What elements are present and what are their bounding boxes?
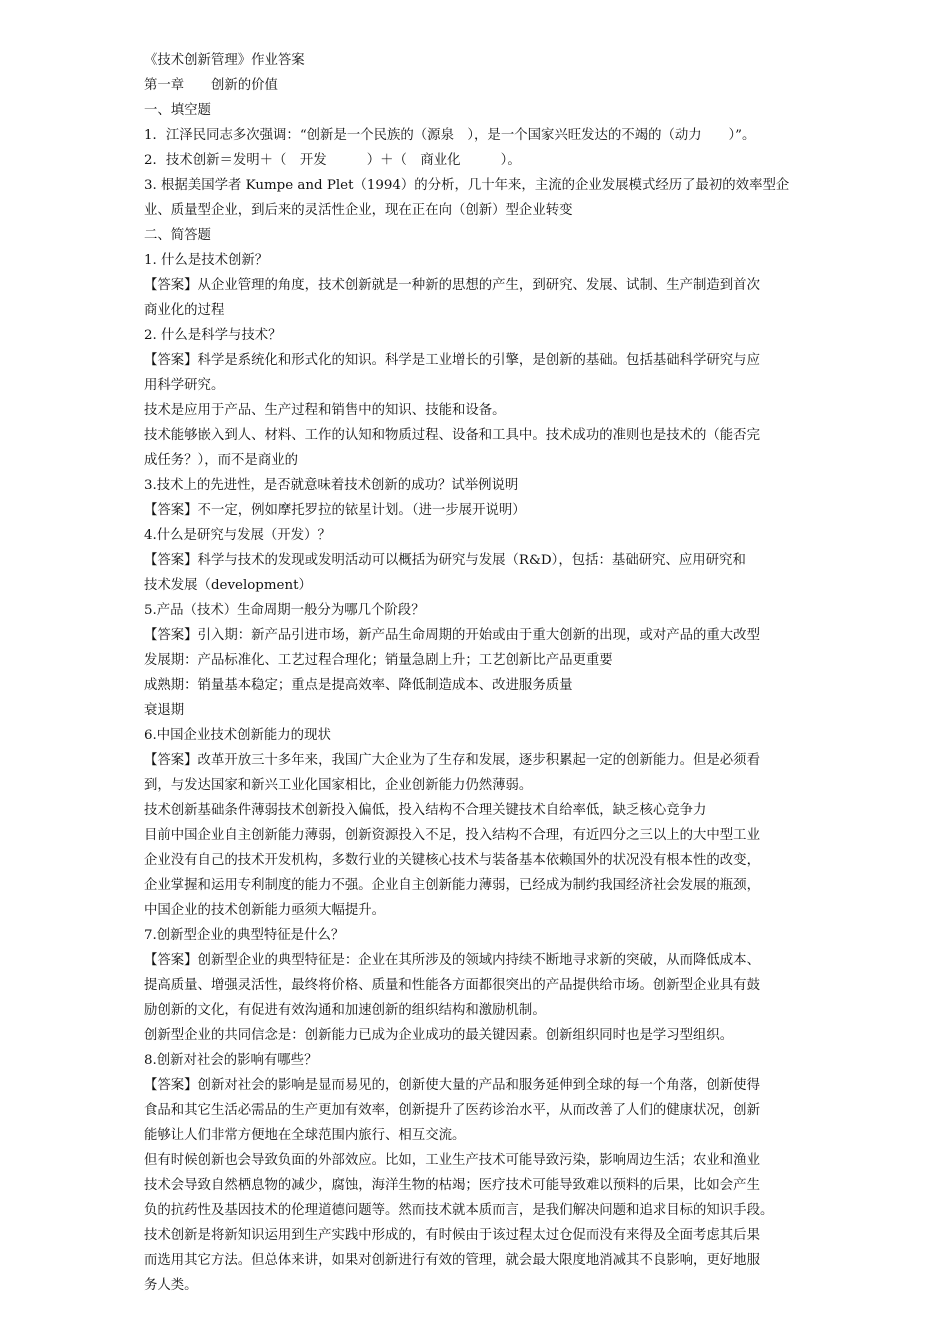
text-line: 而选用其它方法。但总体来讲，如果对创新进行有效的管理，就会最大限度地消减其不良影响，更好地服 — [144, 1253, 760, 1268]
text-line: 1．江泽民同志多次强调：“创新是一个民族的（源泉 ），是一个国家兴旺发达的不竭的（动力 ）”。 — [144, 128, 756, 143]
text-line: 负的抗药性及基因技术的伦理道德问题等。然而技术就本质而言，是我们解决问题和追求目标的知识手段。 — [144, 1203, 774, 1218]
text-line: 【答案】从企业管理的角度，技术创新就是一种新的思想的产生，到研究、发展、试制、生产制造到首次 — [144, 278, 760, 293]
text-line: 食品和其它生活必需品的生产更加有效率，创新提升了医药诊治水平，从而改善了人们的健康状况，创新 — [144, 1103, 760, 1118]
text-line: 企业没有自己的技术开发机构，多数行业的关键核心技术与装备基本依赖国外的状况没有根本性的改变， — [144, 853, 760, 868]
text-line: 技术创新是将新知识运用到生产实践中形成的，有时候由于该过程太过仓促而没有来得及全面考虑其后果 — [144, 1228, 760, 1243]
text-line: 能够让人们非常方便地在全球范围内旅行、相互交流。 — [144, 1128, 466, 1143]
text-line: 二、简答题 — [144, 228, 211, 243]
text-line: 技术会导致自然栖息物的减少，腐蚀，海洋生物的枯竭；医疗技术可能导致难以预料的后果，比如会产生 — [144, 1178, 760, 1193]
text-line: 第一章 创新的价值 — [144, 78, 278, 93]
text-line: 《技术创新管理》作业答案 — [144, 53, 305, 68]
text-line: 8.创新对社会的影响有哪些？ — [144, 1053, 318, 1068]
text-line: 企业掌握和运用专利制度的能力不强。企业自主创新能力薄弱，已经成为制约我国经济社会发展的瓶颈， — [144, 878, 760, 893]
text-line: 3.技术上的先进性，是否就意味着技术创新的成功？试举例说明 — [144, 478, 519, 493]
text-line: 衰退期 — [144, 703, 185, 718]
text-line: 到，与发达国家和新兴工业化国家相比，企业创新能力仍然薄弱。 — [144, 778, 533, 793]
text-line: 一、填空题 — [144, 103, 211, 118]
text-line: 技术是应用于产品、生产过程和销售中的知识、技能和设备。 — [144, 403, 506, 418]
text-line: 2．技术创新＝发明＋（ 开发 ）＋（ 商业化 ）。 — [144, 153, 521, 168]
text-line: 【答案】引入期：新产品引进市场，新产品生命周期的开始或由于重大创新的出现，或对产品的重大改型 — [144, 628, 760, 643]
text-line: 提高质量、增强灵活性，最终将价格、质量和性能各方面都很突出的产品提供给市场。创新型企业具有鼓 — [144, 978, 760, 993]
text-line: 技术创新基础条件薄弱技术创新投入偏低，投入结构不合理关键技术自给率低，缺乏核心竞争力 — [144, 803, 707, 818]
document-body — [144, 48, 824, 1298]
text-line: 1. 什么是技术创新？ — [144, 253, 269, 268]
text-line: 4.什么是研究与发展（开发）？ — [144, 528, 331, 543]
text-line: 用科学研究。 — [144, 378, 225, 393]
text-line: 【答案】不一定，例如摩托罗拉的铱星计划。（进一步展开说明） — [144, 503, 526, 518]
text-line: 5.产品（技术）生命周期一般分为哪几个阶段？ — [144, 603, 425, 618]
text-line: 发展期：产品标准化、工艺过程合理化；销量急剧上升；工艺创新比产品更重要 — [144, 653, 613, 668]
text-line: 目前中国企业自主创新能力薄弱，创新资源投入不足，投入结构不合理，有近四分之三以上的大中型工业 — [144, 828, 760, 843]
text-line: 技术能够嵌入到人、材料、工作的认知和物质过程、设备和工具中。技术成功的准则也是技术的（能否完 — [144, 428, 760, 443]
text-line: 业、质量型企业，到后来的灵活性企业，现在正在向（创新）型企业转变 — [144, 203, 573, 218]
text-line: 【答案】创新型企业的典型特征是：企业在其所涉及的领域内持续不断地寻求新的突破，从而降低成本、 — [144, 953, 760, 968]
text-line: 但有时候创新也会导致负面的外部效应。比如，工业生产技术可能导致污染，影响周边生活；农业和渔业 — [144, 1153, 760, 1168]
text-line: 中国企业的技术创新能力亟须大幅提升。 — [144, 903, 386, 918]
text-line: 成任务？），而不是商业的 — [144, 453, 298, 468]
text-line: 务人类。 — [144, 1278, 198, 1293]
text-line: 技术发展（development） — [144, 578, 312, 593]
text-line: 成熟期：销量基本稳定；重点是提高效率、降低制造成本、改进服务质量 — [144, 678, 573, 693]
text-line: 商业化的过程 — [144, 303, 225, 318]
text-line: 7.创新型企业的典型特征是什么？ — [144, 928, 345, 943]
text-line: 【答案】创新对社会的影响是显而易见的，创新使大量的产品和服务延伸到全球的每一个角落，创新使得 — [144, 1078, 760, 1093]
text-line: 励创新的文化，有促进有效沟通和加速创新的组织结构和激励机制。 — [144, 1003, 546, 1018]
text-line: 【答案】科学与技术的发现或发明活动可以概括为研究与发展（R&D），包括：基础研究、应用研究和 — [144, 553, 746, 568]
text-line: 【答案】改革开放三十多年来，我国广大企业为了生存和发展，逐步积累起一定的创新能力。但是必须看 — [144, 753, 760, 768]
text-line: 2. 什么是科学与技术？ — [144, 328, 282, 343]
text-line: 创新型企业的共同信念是：创新能力已成为企业成功的最关键因素。创新组织同时也是学习型组织。 — [144, 1028, 734, 1043]
text-line: 3. 根据美国学者 Kumpe and Plet（1994）的分析，几十年来，主流的企业发展模式经历了最初的效率型企 — [144, 178, 790, 193]
text-line: 【答案】科学是系统化和形式化的知识。科学是工业增长的引擎，是创新的基础。包括基础科学研究与应 — [144, 353, 760, 368]
text-line: 6.中国企业技术创新能力的现状 — [144, 728, 331, 743]
